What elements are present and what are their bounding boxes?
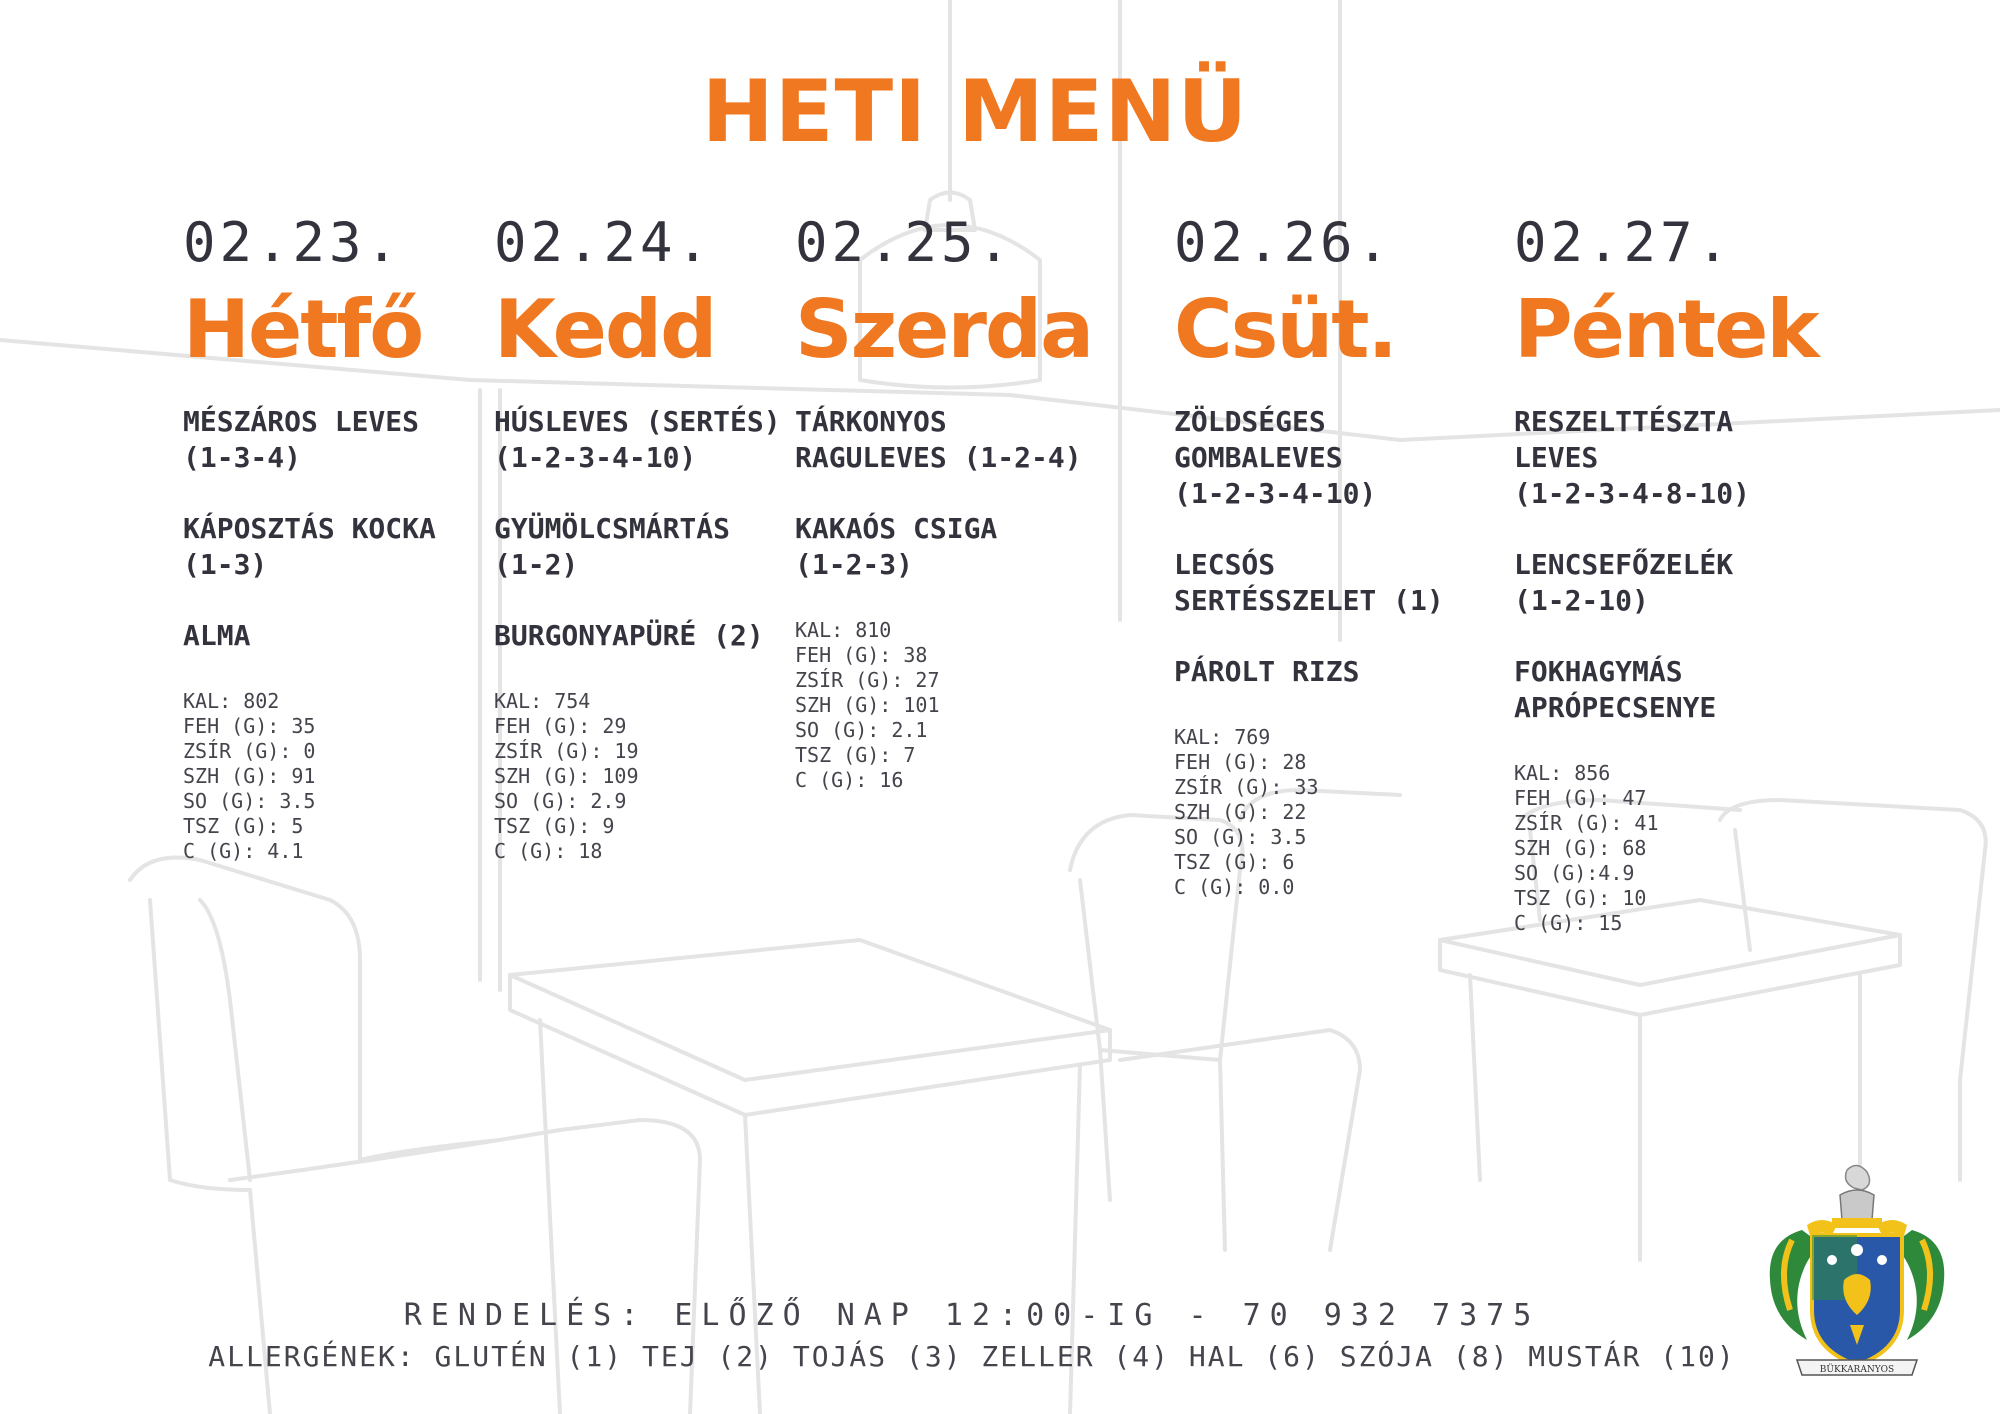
nutrition-item: C (G): 15 <box>1514 911 1623 935</box>
nutrition-item: SO (G): 3.5 <box>1174 825 1307 849</box>
nutrition-item: TSZ (G): 6 <box>1174 850 1295 874</box>
dish-item: ZÖLDSÉGES GOMBALEVES (1-2-3-4-10) <box>1174 405 1377 510</box>
day-column-friday <box>1514 208 1818 936</box>
nutrition-list <box>183 689 436 864</box>
dish-list <box>1514 404 1818 726</box>
nutrition-item: C (G): 16 <box>795 768 904 792</box>
day-column-wednesday <box>795 208 1092 793</box>
order-info: RENDELÉS: ELŐZŐ NAP 12:00-IG - 70 932 7375 <box>403 1298 1541 1333</box>
nutrition-item: TSZ (G): 9 <box>494 814 615 838</box>
nutrition-item: SZH (G): 109 <box>494 764 639 788</box>
dish-item: LENCSEFŐZELÉK (1-2-10) <box>1514 548 1734 617</box>
dish-item: RESZELTTÉSZTA LEVES (1-2-3-4-8-10) <box>1514 405 1751 510</box>
nutrition-item: C (G): 0.0 <box>1174 875 1295 899</box>
dish-item: KÁPOSZTÁS KOCKA (1-3) <box>183 512 436 581</box>
dish-item: LECSÓS SERTÉSSZELET (1) <box>1174 548 1444 617</box>
nutrition-item: SO (G): 2.1 <box>795 718 928 742</box>
nutrition-item: FEH (G): 29 <box>494 714 627 738</box>
day-name: Hétfő <box>183 283 423 376</box>
day-date: 02.27. <box>1514 211 1734 274</box>
nutrition-item: SZH (G): 22 <box>1174 800 1307 824</box>
nutrition-item: KAL: 810 <box>795 618 892 642</box>
dish-list <box>183 404 436 654</box>
nutrition-list <box>1174 725 1444 900</box>
nutrition-list <box>494 689 781 864</box>
day-date: 02.23. <box>183 211 403 274</box>
day-name: Szerda <box>795 283 1093 376</box>
nutrition-item: ZSÍR (G): 33 <box>1174 775 1319 799</box>
dish-item: GYÜMÖLCSMÁRTÁS (1-2) <box>494 512 731 581</box>
nutrition-item: ZSÍR (G): 41 <box>1514 811 1659 835</box>
nutrition-item: SO (G): 3.5 <box>183 789 316 813</box>
dish-item: KAKAÓS CSIGA (1-2-3) <box>795 512 998 581</box>
nutrition-item: SO (G): 2.9 <box>494 789 627 813</box>
nutrition-item: ZSÍR (G): 27 <box>795 668 940 692</box>
day-name: Csüt. <box>1174 283 1396 376</box>
nutrition-item: SO (G):4.9 <box>1514 861 1635 885</box>
nutrition-item: KAL: 856 <box>1514 761 1611 785</box>
nutrition-item: TSZ (G): 5 <box>183 814 304 838</box>
nutrition-item: KAL: 802 <box>183 689 280 713</box>
day-name: Kedd <box>494 283 716 376</box>
coat-of-arms-logo <box>1762 1160 1952 1390</box>
nutrition-item: ZSÍR (G): 19 <box>494 739 639 763</box>
dish-list <box>1174 404 1444 690</box>
nutrition-list <box>1514 761 1818 936</box>
allergen-legend: ALLERGÉNEK: GLUTÉN (1) TEJ (2) TOJÁS (3) ZELLER (4) HAL (6) SZÓJA (8) MUSTÁR (10) <box>208 1340 1736 1373</box>
nutrition-item: SZH (G): 91 <box>183 764 316 788</box>
dish-item: HÚSLEVES (SERTÉS) (1-2-3-4-10) <box>494 405 781 474</box>
nutrition-item: FEH (G): 38 <box>795 643 928 667</box>
nutrition-item: TSZ (G): 7 <box>795 743 916 767</box>
dish-item: TÁRKONYOS RAGULEVES (1-2-4) <box>795 405 1082 474</box>
nutrition-item: SZH (G): 68 <box>1514 836 1647 860</box>
dish-list <box>494 404 781 654</box>
dish-item: BURGONYAPÜRÉ (2) <box>494 619 764 652</box>
nutrition-item: TSZ (G): 10 <box>1514 886 1647 910</box>
nutrition-item: C (G): 18 <box>494 839 603 863</box>
dish-item: MÉSZÁROS LEVES (1-3-4) <box>183 405 420 474</box>
day-name: Péntek <box>1514 283 1818 376</box>
day-column-monday <box>183 208 436 864</box>
dish-item: PÁROLT RIZS <box>1174 655 1360 688</box>
day-column-thursday <box>1174 208 1444 900</box>
nutrition-item: SZH (G): 101 <box>795 693 940 717</box>
day-column-tuesday <box>494 208 781 864</box>
nutrition-list <box>795 618 1092 793</box>
day-date: 02.25. <box>795 211 1015 274</box>
dish-item: FOKHAGYMÁS APRÓPECSENYE <box>1514 655 1717 724</box>
nutrition-item: FEH (G): 47 <box>1514 786 1647 810</box>
nutrition-item: FEH (G): 35 <box>183 714 316 738</box>
dish-list <box>795 404 1092 583</box>
nutrition-item: ZSÍR (G): 0 <box>183 739 316 763</box>
nutrition-item: C (G): 4.1 <box>183 839 304 863</box>
dish-item: ALMA <box>183 619 251 652</box>
nutrition-item: FEH (G): 28 <box>1174 750 1307 774</box>
page-title: HETI MENÜ <box>701 62 1249 162</box>
crest-banner-text: BÜKKARANYOS <box>1819 1365 1895 1375</box>
nutrition-item: KAL: 754 <box>494 689 591 713</box>
day-date: 02.24. <box>494 211 714 274</box>
day-date: 02.26. <box>1174 211 1394 274</box>
nutrition-item: KAL: 769 <box>1174 725 1271 749</box>
